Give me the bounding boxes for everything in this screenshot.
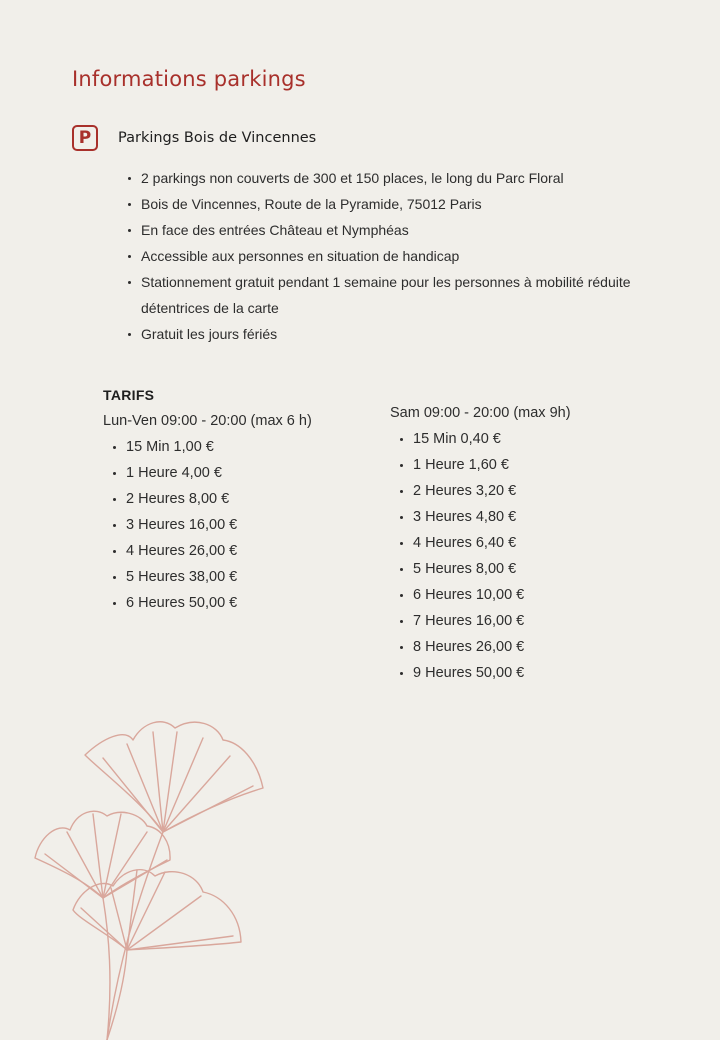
price-item: 6 Heures 10,00 € [400,582,524,608]
price-item: 15 Min 0,40 € [400,426,524,452]
ginkgo-leaves-icon [25,710,275,1040]
price-item: 3 Heures 16,00 € [113,512,237,538]
saturday-hours-label: Sam 09:00 - 20:00 (max 9h) [390,405,571,421]
price-item: 4 Heures 26,00 € [113,538,237,564]
price-item: 1 Heure 4,00 € [113,460,237,486]
detail-item: En face des entrées Château et Nymphéas [128,217,668,243]
parking-icon: P [72,125,98,151]
weekday-price-list [113,434,237,616]
parking-details-list [128,165,668,347]
price-item: 8 Heures 26,00 € [400,634,524,660]
detail-item: 2 parkings non couverts de 300 et 150 places, le long du Parc Floral [128,165,668,191]
saturday-price-list [400,426,524,686]
price-item: 3 Heures 4,80 € [400,504,524,530]
price-item: 7 Heures 16,00 € [400,608,524,634]
price-item: 4 Heures 6,40 € [400,530,524,556]
detail-item: Bois de Vincennes, Route de la Pyramide, 75012 Paris [128,191,668,217]
tarifs-heading: TARIFS [103,387,155,403]
price-item: 2 Heures 3,20 € [400,478,524,504]
page-title: Informations parkings [72,67,306,91]
weekday-hours-label: Lun-Ven 09:00 - 20:00 (max 6 h) [103,413,312,429]
price-item: 6 Heures 50,00 € [113,590,237,616]
price-item: 5 Heures 8,00 € [400,556,524,582]
detail-item: Accessible aux personnes en situation de handicap [128,243,668,269]
price-item: 15 Min 1,00 € [113,434,237,460]
price-item: 9 Heures 50,00 € [400,660,524,686]
price-item: 1 Heure 1,60 € [400,452,524,478]
price-item: 2 Heures 8,00 € [113,486,237,512]
detail-item: Stationnement gratuit pendant 1 semaine pour les personnes à mobilité réduite détentrices de la carte [128,269,668,321]
parking-section-title: Parkings Bois de Vincennes [118,130,317,146]
price-item: 5 Heures 38,00 € [113,564,237,590]
detail-item: Gratuit les jours fériés [128,321,668,347]
